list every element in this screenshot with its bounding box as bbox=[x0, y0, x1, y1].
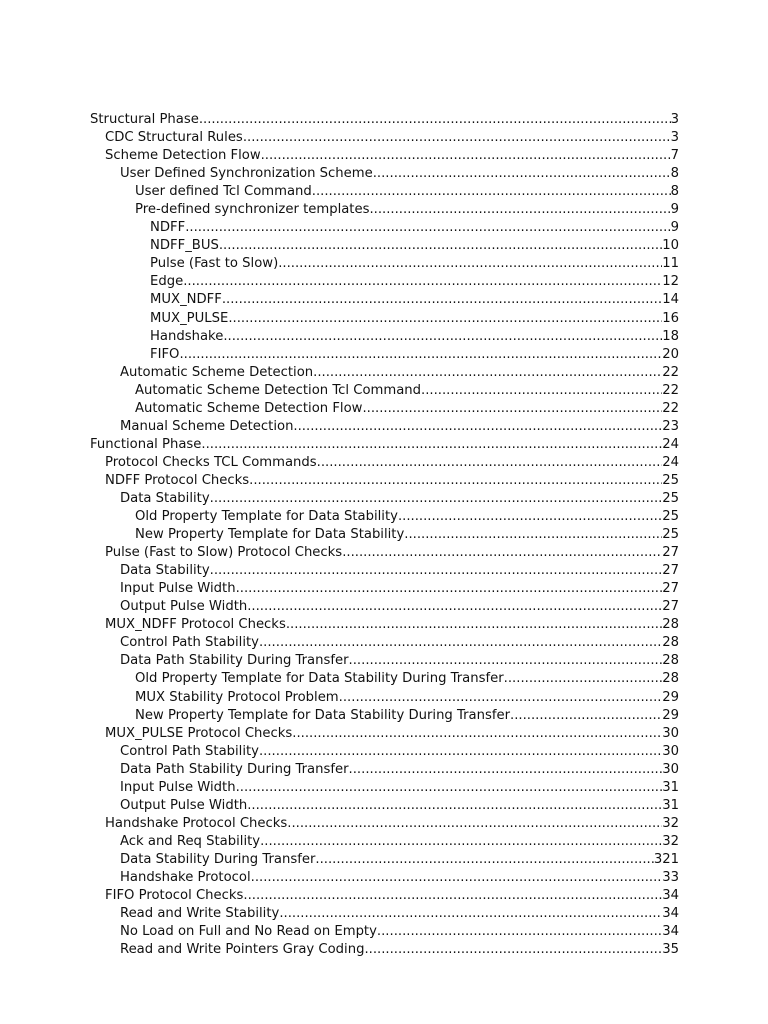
toc-entry-page-number: 27 bbox=[662, 599, 679, 615]
dot-leader bbox=[339, 689, 663, 707]
toc-entry-title: MUX_NDFF Protocol Checks bbox=[105, 617, 286, 633]
toc-entry-title: Data Stability bbox=[120, 563, 210, 579]
toc-entry-title: Manual Scheme Detection bbox=[120, 418, 294, 434]
toc-entry[interactable] bbox=[90, 580, 679, 598]
dot-leader bbox=[223, 328, 662, 346]
toc-entry-page-number: 33 bbox=[662, 869, 679, 885]
toc-entry-page-number: 9 bbox=[670, 202, 679, 218]
toc-entry-page-number: 32 bbox=[662, 815, 679, 831]
toc-entry[interactable] bbox=[90, 707, 679, 725]
toc-entry[interactable] bbox=[90, 887, 679, 905]
toc-entry[interactable] bbox=[90, 436, 679, 454]
toc-entry-page-number: 321 bbox=[653, 851, 679, 867]
dot-leader bbox=[228, 310, 662, 328]
toc-entry-page-number: 34 bbox=[662, 906, 679, 922]
dot-leader bbox=[349, 761, 663, 779]
toc-entry[interactable] bbox=[90, 905, 679, 923]
dot-leader bbox=[243, 887, 662, 905]
toc-entry-title: Old Property Template for Data Stability bbox=[135, 509, 398, 525]
toc-entry[interactable] bbox=[90, 201, 679, 219]
toc-entry-title: NDFF Protocol Checks bbox=[105, 472, 250, 488]
toc-entry[interactable] bbox=[90, 129, 679, 147]
dot-leader bbox=[222, 291, 662, 309]
toc-entry-page-number: 29 bbox=[662, 689, 679, 705]
toc-entry-title: User defined Tcl Command bbox=[135, 184, 312, 200]
dot-leader bbox=[179, 346, 662, 364]
toc-entry[interactable] bbox=[90, 255, 679, 273]
toc-entry[interactable] bbox=[90, 346, 679, 364]
toc-entry[interactable] bbox=[90, 923, 679, 941]
toc-entry-title: Handshake Protocol Checks bbox=[105, 815, 288, 831]
dot-leader bbox=[317, 454, 663, 472]
toc-entry[interactable] bbox=[90, 598, 679, 616]
table-of-contents bbox=[90, 111, 679, 959]
toc-entry-title: CDC Structural Rules bbox=[105, 130, 243, 146]
toc-entry-page-number: 27 bbox=[662, 563, 679, 579]
toc-entry-title: User Defined Synchronization Scheme bbox=[120, 166, 373, 182]
toc-entry[interactable] bbox=[90, 291, 679, 309]
toc-entry-page-number: 11 bbox=[662, 256, 679, 272]
toc-entry[interactable] bbox=[90, 328, 679, 346]
toc-entry-page-number: 31 bbox=[662, 797, 679, 813]
toc-entry-page-number: 23 bbox=[662, 418, 679, 434]
toc-entry-page-number: 28 bbox=[662, 653, 679, 669]
dot-leader bbox=[398, 508, 662, 526]
toc-entry-title: Read and Write Stability bbox=[120, 906, 280, 922]
toc-entry[interactable] bbox=[90, 869, 679, 887]
toc-entry[interactable] bbox=[90, 616, 679, 634]
toc-entry-title: NDFF bbox=[150, 220, 186, 236]
toc-entry-page-number: 12 bbox=[662, 274, 679, 290]
toc-entry[interactable] bbox=[90, 797, 679, 815]
dot-leader bbox=[373, 165, 671, 183]
toc-entry[interactable] bbox=[90, 815, 679, 833]
toc-entry-page-number: 14 bbox=[662, 292, 679, 308]
toc-entry[interactable] bbox=[90, 833, 679, 851]
toc-entry-page-number: 7 bbox=[670, 148, 679, 164]
toc-entry-page-number: 18 bbox=[662, 328, 679, 344]
toc-entry-title: Data Stability During Transfer bbox=[120, 851, 316, 867]
toc-entry-page-number: 3 bbox=[670, 112, 679, 127]
toc-entry-title: Handshake bbox=[150, 328, 224, 344]
dot-leader bbox=[251, 869, 663, 887]
dot-leader bbox=[312, 183, 671, 201]
toc-entry[interactable] bbox=[90, 725, 679, 743]
toc-entry-page-number: 25 bbox=[662, 527, 679, 543]
toc-entry[interactable] bbox=[90, 526, 679, 544]
toc-entry-page-number: 30 bbox=[662, 725, 679, 741]
toc-entry-page-number: 25 bbox=[662, 472, 679, 488]
dot-leader bbox=[185, 219, 670, 237]
toc-entry[interactable] bbox=[90, 670, 679, 688]
toc-entry[interactable] bbox=[90, 147, 679, 165]
toc-entry-title: Control Path Stability bbox=[120, 635, 259, 651]
toc-entry[interactable] bbox=[90, 743, 679, 761]
toc-entry[interactable] bbox=[90, 652, 679, 670]
dot-leader bbox=[236, 580, 663, 598]
toc-entry[interactable] bbox=[90, 273, 679, 291]
toc-entry-page-number: 22 bbox=[662, 364, 679, 380]
toc-entry-title: Automatic Scheme Detection Tcl Command bbox=[135, 382, 422, 398]
toc-entry-page-number: 29 bbox=[662, 707, 679, 723]
toc-entry[interactable] bbox=[90, 779, 679, 797]
dot-leader bbox=[183, 273, 662, 291]
dot-leader bbox=[313, 364, 662, 382]
toc-entry-title: Edge bbox=[150, 274, 184, 290]
toc-entry-page-number: 22 bbox=[662, 382, 679, 398]
dot-leader bbox=[201, 436, 662, 454]
toc-entry-page-number: 25 bbox=[662, 509, 679, 525]
dot-leader bbox=[362, 400, 662, 418]
dot-leader bbox=[260, 833, 662, 851]
dot-leader bbox=[249, 472, 662, 490]
toc-entry-title: MUX_PULSE bbox=[150, 310, 229, 326]
dot-leader bbox=[349, 652, 663, 670]
toc-entry-title: Ack and Req Stability bbox=[120, 833, 261, 849]
dot-leader bbox=[247, 797, 662, 815]
toc-entry-title: Old Property Template for Data Stability During Transfer bbox=[135, 671, 504, 687]
toc-entry-title: Structural Phase bbox=[90, 112, 199, 127]
toc-entry[interactable] bbox=[90, 472, 679, 490]
toc-entry[interactable] bbox=[90, 544, 679, 562]
toc-entry[interactable] bbox=[90, 761, 679, 779]
toc-entry[interactable] bbox=[90, 562, 679, 580]
toc-entry-page-number: 10 bbox=[662, 238, 679, 254]
dot-leader bbox=[247, 598, 662, 616]
toc-entry-page-number: 30 bbox=[662, 743, 679, 759]
toc-entry-title: Pre-defined synchronizer templates bbox=[135, 202, 370, 218]
toc-entry-title: Input Pulse Width bbox=[120, 581, 236, 597]
dot-leader bbox=[292, 725, 662, 743]
toc-entry[interactable] bbox=[90, 165, 679, 183]
dot-leader bbox=[199, 111, 671, 129]
dot-leader bbox=[236, 779, 663, 797]
toc-entry-title: MUX_PULSE Protocol Checks bbox=[105, 725, 293, 741]
toc-entry-title: Data Path Stability During Transfer bbox=[120, 653, 349, 669]
toc-entry-title: Data Stability bbox=[120, 490, 210, 506]
toc-entry[interactable] bbox=[90, 941, 679, 959]
toc-entry-page-number: 22 bbox=[662, 400, 679, 416]
toc-entry-title: MUX Stability Protocol Problem bbox=[135, 689, 339, 705]
toc-entry-title: Automatic Scheme Detection Flow bbox=[135, 400, 363, 416]
dot-leader bbox=[369, 201, 670, 219]
toc-entry-title: Input Pulse Width bbox=[120, 779, 236, 795]
dot-leader bbox=[286, 616, 662, 634]
toc-entry-title: Protocol Checks TCL Commands bbox=[105, 454, 317, 470]
toc-entry-page-number: 25 bbox=[662, 490, 679, 506]
toc-entry[interactable] bbox=[90, 310, 679, 328]
toc-entry-page-number: 28 bbox=[662, 635, 679, 651]
toc-entry-page-number: 31 bbox=[662, 779, 679, 795]
toc-entry[interactable] bbox=[90, 400, 679, 418]
toc-entry-page-number: 24 bbox=[662, 436, 679, 452]
toc-entry-page-number: 34 bbox=[662, 888, 679, 904]
dot-leader bbox=[377, 923, 662, 941]
dot-leader bbox=[342, 544, 662, 562]
dot-leader bbox=[219, 237, 662, 255]
toc-entry-page-number: 20 bbox=[662, 346, 679, 362]
toc-entry-title: NDFF_BUS bbox=[150, 238, 219, 254]
dot-leader bbox=[404, 526, 662, 544]
toc-entry-title: Read and Write Pointers Gray Coding bbox=[120, 942, 365, 958]
toc-entry[interactable] bbox=[90, 508, 679, 526]
dot-leader bbox=[210, 490, 663, 508]
toc-entry[interactable] bbox=[90, 851, 679, 869]
dot-leader bbox=[210, 562, 663, 580]
toc-entry[interactable] bbox=[90, 634, 679, 652]
toc-entry-title: Functional Phase bbox=[90, 436, 202, 452]
toc-entry[interactable] bbox=[90, 418, 679, 436]
toc-entry-title: Control Path Stability bbox=[120, 743, 259, 759]
toc-entry-page-number: 34 bbox=[662, 924, 679, 940]
dot-leader bbox=[364, 941, 662, 959]
toc-entry-page-number: 8 bbox=[670, 184, 679, 200]
toc-entry-page-number: 28 bbox=[662, 671, 679, 687]
toc-entry-page-number: 35 bbox=[662, 942, 679, 958]
toc-entry-title: Automatic Scheme Detection bbox=[120, 364, 314, 380]
toc-entry[interactable] bbox=[90, 183, 679, 201]
toc-entry-title: Pulse (Fast to Slow) Protocol Checks bbox=[105, 545, 343, 561]
toc-entry-title: FIFO Protocol Checks bbox=[105, 888, 244, 904]
toc-entry-title: No Load on Full and No Read on Empty bbox=[120, 924, 377, 940]
toc-entry-title: Output Pulse Width bbox=[120, 599, 248, 615]
toc-entry-title: New Property Template for Data Stability During Transfer bbox=[135, 707, 511, 723]
toc-entry[interactable] bbox=[90, 219, 679, 237]
toc-entry[interactable] bbox=[90, 689, 679, 707]
toc-entry-page-number: 30 bbox=[662, 761, 679, 777]
toc-entry-title: Scheme Detection Flow bbox=[105, 148, 261, 164]
toc-entry[interactable] bbox=[90, 382, 679, 400]
dot-leader bbox=[279, 905, 662, 923]
toc-entry-title: Pulse (Fast to Slow) bbox=[150, 256, 279, 272]
toc-entry-title: Output Pulse Width bbox=[120, 797, 248, 813]
toc-entry[interactable] bbox=[90, 490, 679, 508]
dot-leader bbox=[259, 634, 662, 652]
toc-entry[interactable] bbox=[90, 237, 679, 255]
dot-leader bbox=[510, 707, 662, 725]
dot-leader bbox=[243, 129, 671, 147]
toc-entry-page-number: 28 bbox=[662, 617, 679, 633]
dot-leader bbox=[259, 743, 662, 761]
dot-leader bbox=[287, 815, 662, 833]
toc-entry-page-number: 27 bbox=[662, 581, 679, 597]
toc-entry-title: MUX_NDFF bbox=[150, 292, 222, 308]
dot-leader bbox=[315, 851, 653, 869]
dot-leader bbox=[278, 255, 662, 273]
toc-entry[interactable] bbox=[90, 111, 679, 129]
toc-entry-title: Handshake Protocol bbox=[120, 869, 251, 885]
toc-entry-page-number: 8 bbox=[670, 166, 679, 182]
toc-entry-page-number: 27 bbox=[662, 545, 679, 561]
toc-entry-title: FIFO bbox=[150, 346, 180, 362]
toc-entry-page-number: 32 bbox=[662, 833, 679, 849]
toc-entry-title: Data Path Stability During Transfer bbox=[120, 761, 349, 777]
toc-entry-page-number: 24 bbox=[662, 454, 679, 470]
toc-entry-page-number: 16 bbox=[662, 310, 679, 326]
toc-entry-title: New Property Template for Data Stability bbox=[135, 527, 405, 543]
toc-entry-page-number: 3 bbox=[670, 130, 679, 146]
dot-leader bbox=[261, 147, 671, 165]
dot-leader bbox=[293, 418, 662, 436]
toc-entry[interactable] bbox=[90, 454, 679, 472]
toc-entry-page-number: 9 bbox=[670, 220, 679, 236]
toc-entry[interactable] bbox=[90, 364, 679, 382]
dot-leader bbox=[504, 670, 663, 688]
dot-leader bbox=[421, 382, 662, 400]
